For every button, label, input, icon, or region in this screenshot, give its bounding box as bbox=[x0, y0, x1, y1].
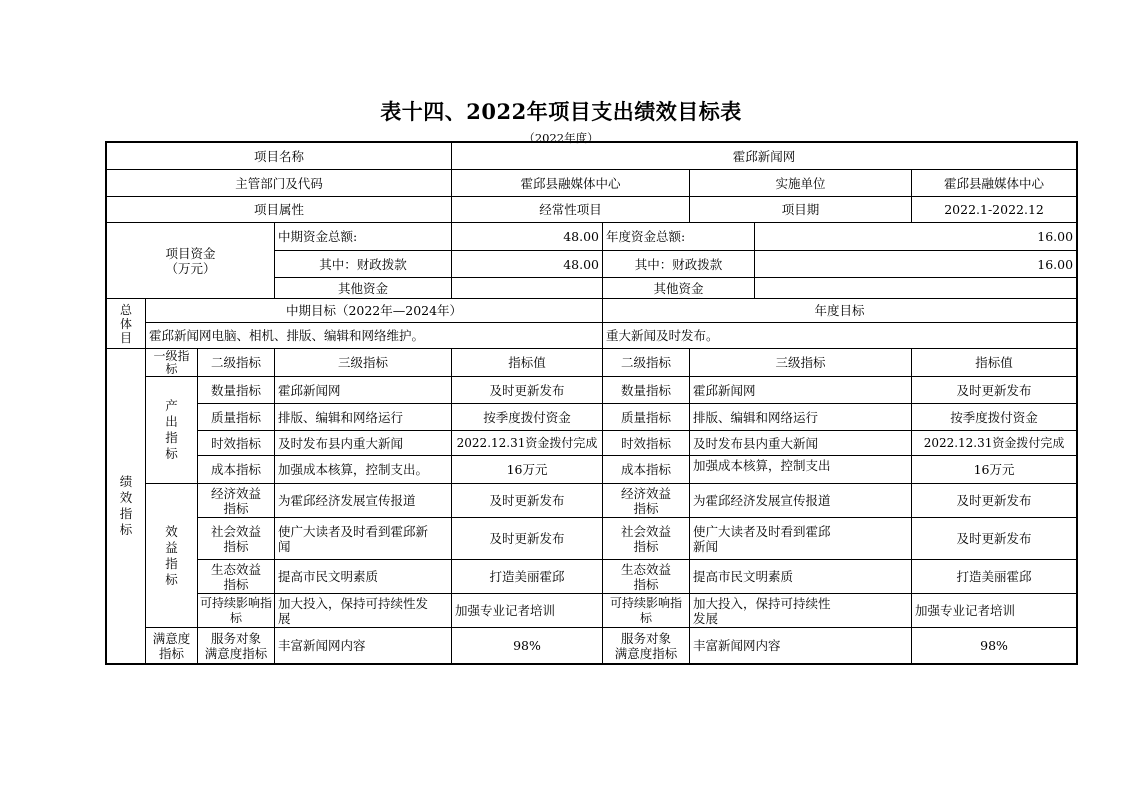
year-fiscal-value: 16.00 bbox=[755, 251, 1077, 278]
value-cell-year: 16万元 bbox=[912, 456, 1077, 484]
value-cell-year: 及时更新发布 bbox=[912, 377, 1077, 404]
level2-cell-year: 生态效益 指标 bbox=[603, 560, 690, 594]
level1-header: 一级指标 bbox=[146, 349, 198, 377]
output-indicator-label: 产 出 指 标 bbox=[146, 377, 198, 484]
level3-cell: 丰富新闻网内容 bbox=[275, 628, 452, 664]
level2-cell: 社会效益 指标 bbox=[198, 518, 275, 560]
page-subtitle: （2022年度） bbox=[523, 131, 599, 145]
level3-header: 三级指标 bbox=[275, 349, 452, 377]
year-other-value bbox=[755, 278, 1077, 299]
department-row bbox=[107, 170, 1077, 197]
level3-cell-year: 及时发布县内重大新闻 bbox=[690, 431, 912, 456]
level2-cell-year: 社会效益 指标 bbox=[603, 518, 690, 560]
overall-goal-label: 总 体 目 bbox=[107, 299, 146, 349]
level3-cell-year: 为霍邱经济发展宣传报道 bbox=[690, 484, 912, 518]
level2-header: 二级指标 bbox=[198, 349, 275, 377]
level3-cell-year: 加强成本核算，控制支出 bbox=[690, 456, 912, 484]
year-goal-header: 年度目标 bbox=[603, 299, 1077, 323]
level2-cell-year: 成本指标 bbox=[603, 456, 690, 484]
value-cell: 及时更新发布 bbox=[452, 484, 603, 518]
department-label: 主管部门及代码 bbox=[107, 170, 452, 197]
level3-cell: 为霍邱经济发展宣传报道 bbox=[275, 484, 452, 518]
period-label: 项目期 bbox=[690, 197, 912, 223]
level2-cell: 质量指标 bbox=[198, 404, 275, 431]
indicator-row bbox=[107, 404, 1077, 431]
mid-other-label: 其他资金 bbox=[275, 278, 452, 299]
value-cell: 98% bbox=[452, 628, 603, 664]
value-header-year: 指标值 bbox=[912, 349, 1077, 377]
level3-cell-year: 使广大读者及时看到霍邱 新闻 bbox=[690, 518, 912, 560]
value-cell-year: 及时更新发布 bbox=[912, 484, 1077, 518]
level2-cell: 可持续影响指 标 bbox=[198, 594, 275, 628]
period-value: 2022.1-2022.12 bbox=[912, 197, 1077, 223]
level3-header-year: 三级指标 bbox=[690, 349, 912, 377]
level2-cell-year: 数量指标 bbox=[603, 377, 690, 404]
implementer-value: 霍邱县融媒体中心 bbox=[912, 170, 1077, 197]
benefit-indicator-label: 效 益 指 标 bbox=[146, 484, 198, 628]
year-total-value: 16.00 bbox=[755, 223, 1077, 251]
level3-cell: 加强成本核算，控制支出。 bbox=[275, 456, 452, 484]
attribute-label: 项目属性 bbox=[107, 197, 452, 223]
value-cell-year: 打造美丽霍邱 bbox=[912, 560, 1077, 594]
level3-cell: 排版、编辑和网络运行 bbox=[275, 404, 452, 431]
mid-total-value: 48.00 bbox=[452, 223, 603, 251]
project-name-value: 霍邱新闻网 bbox=[452, 143, 1077, 170]
value-cell: 按季度拨付资金 bbox=[452, 404, 603, 431]
level3-cell: 使广大读者及时看到霍邱新 闻 bbox=[275, 518, 452, 560]
level3-cell-year: 加大投入，保持可持续性 发展 bbox=[690, 594, 912, 628]
level2-cell: 生态效益 指标 bbox=[198, 560, 275, 594]
performance-indicator-label: 绩 效 指 标 bbox=[107, 349, 146, 664]
level3-cell: 及时发布县内重大新闻 bbox=[275, 431, 452, 456]
level3-cell: 加大投入，保持可持续性发 展 bbox=[275, 594, 452, 628]
level2-cell-year: 时效指标 bbox=[603, 431, 690, 456]
value-cell: 2022.12.31资金拨付完成 bbox=[452, 431, 603, 456]
indicator-row bbox=[107, 431, 1077, 456]
level3-cell-year: 排版、编辑和网络运行 bbox=[690, 404, 912, 431]
mid-fiscal-label: 其中：财政拨款 bbox=[275, 251, 452, 278]
value-cell: 加强专业记者培训 bbox=[452, 594, 603, 628]
indicator-row bbox=[107, 484, 1077, 518]
page-title: 表十四、2022年项目支出绩效目标表 bbox=[380, 99, 742, 124]
year-total-label: 年度资金总额: bbox=[603, 223, 755, 251]
overall-header-row bbox=[107, 299, 1077, 323]
indicator-row bbox=[107, 560, 1077, 594]
overall-text-row bbox=[107, 323, 1077, 349]
level2-cell-year: 质量指标 bbox=[603, 404, 690, 431]
value-cell: 16万元 bbox=[452, 456, 603, 484]
level2-cell-year: 服务对象 满意度指标 bbox=[603, 628, 690, 664]
funds-row-total bbox=[107, 223, 1077, 251]
value-cell-year: 加强专业记者培训 bbox=[912, 594, 1077, 628]
mid-goal-header: 中期目标（2022年—2024年） bbox=[146, 299, 603, 323]
value-cell: 及时更新发布 bbox=[452, 377, 603, 404]
indicator-row bbox=[107, 594, 1077, 628]
value-cell: 及时更新发布 bbox=[452, 518, 603, 560]
performance-table bbox=[106, 142, 1077, 664]
mid-fiscal-value: 48.00 bbox=[452, 251, 603, 278]
year-goal-text: 重大新闻及时发布。 bbox=[603, 323, 1077, 349]
level3-cell-year: 霍邱新闻网 bbox=[690, 377, 912, 404]
value-cell-year: 及时更新发布 bbox=[912, 518, 1077, 560]
value-cell-year: 2022.12.31资金拨付完成 bbox=[912, 431, 1077, 456]
attribute-value: 经常性项目 bbox=[452, 197, 690, 223]
attribute-row bbox=[107, 197, 1077, 223]
level2-cell: 服务对象 满意度指标 bbox=[198, 628, 275, 664]
level2-header-year: 二级指标 bbox=[603, 349, 690, 377]
level2-cell: 时效指标 bbox=[198, 431, 275, 456]
value-cell-year: 98% bbox=[912, 628, 1077, 664]
level2-cell: 数量指标 bbox=[198, 377, 275, 404]
funds-label: 项目资金 （万元） bbox=[107, 223, 275, 299]
indicator-header-row bbox=[107, 349, 1077, 377]
indicator-row bbox=[107, 518, 1077, 560]
level3-cell: 提高市民文明素质 bbox=[275, 560, 452, 594]
level3-cell-year: 提高市民文明素质 bbox=[690, 560, 912, 594]
year-fiscal-label: 其中：财政拨款 bbox=[603, 251, 755, 278]
mid-total-label: 中期资金总额: bbox=[275, 223, 452, 251]
mid-goal-text: 霍邱新闻网电脑、相机、排版、编辑和网络维护。 bbox=[146, 323, 603, 349]
level2-cell-year: 经济效益 指标 bbox=[603, 484, 690, 518]
level3-cell: 霍邱新闻网 bbox=[275, 377, 452, 404]
project-name-label: 项目名称 bbox=[107, 143, 452, 170]
level2-cell: 经济效益 指标 bbox=[198, 484, 275, 518]
satisfaction-indicator-label: 满意度 指标 bbox=[146, 628, 198, 664]
project-name-row bbox=[107, 143, 1077, 170]
level3-cell-year: 丰富新闻网内容 bbox=[690, 628, 912, 664]
indicator-row bbox=[107, 628, 1077, 664]
level2-cell-year: 可持续影响指 标 bbox=[603, 594, 690, 628]
implementer-label: 实施单位 bbox=[690, 170, 912, 197]
indicator-row bbox=[107, 377, 1077, 404]
department-value: 霍邱县融媒体中心 bbox=[452, 170, 690, 197]
value-cell: 打造美丽霍邱 bbox=[452, 560, 603, 594]
year-other-label: 其他资金 bbox=[603, 278, 755, 299]
indicator-row bbox=[107, 456, 1077, 484]
mid-other-value bbox=[452, 278, 603, 299]
value-header: 指标值 bbox=[452, 349, 603, 377]
level2-cell: 成本指标 bbox=[198, 456, 275, 484]
value-cell-year: 按季度拨付资金 bbox=[912, 404, 1077, 431]
